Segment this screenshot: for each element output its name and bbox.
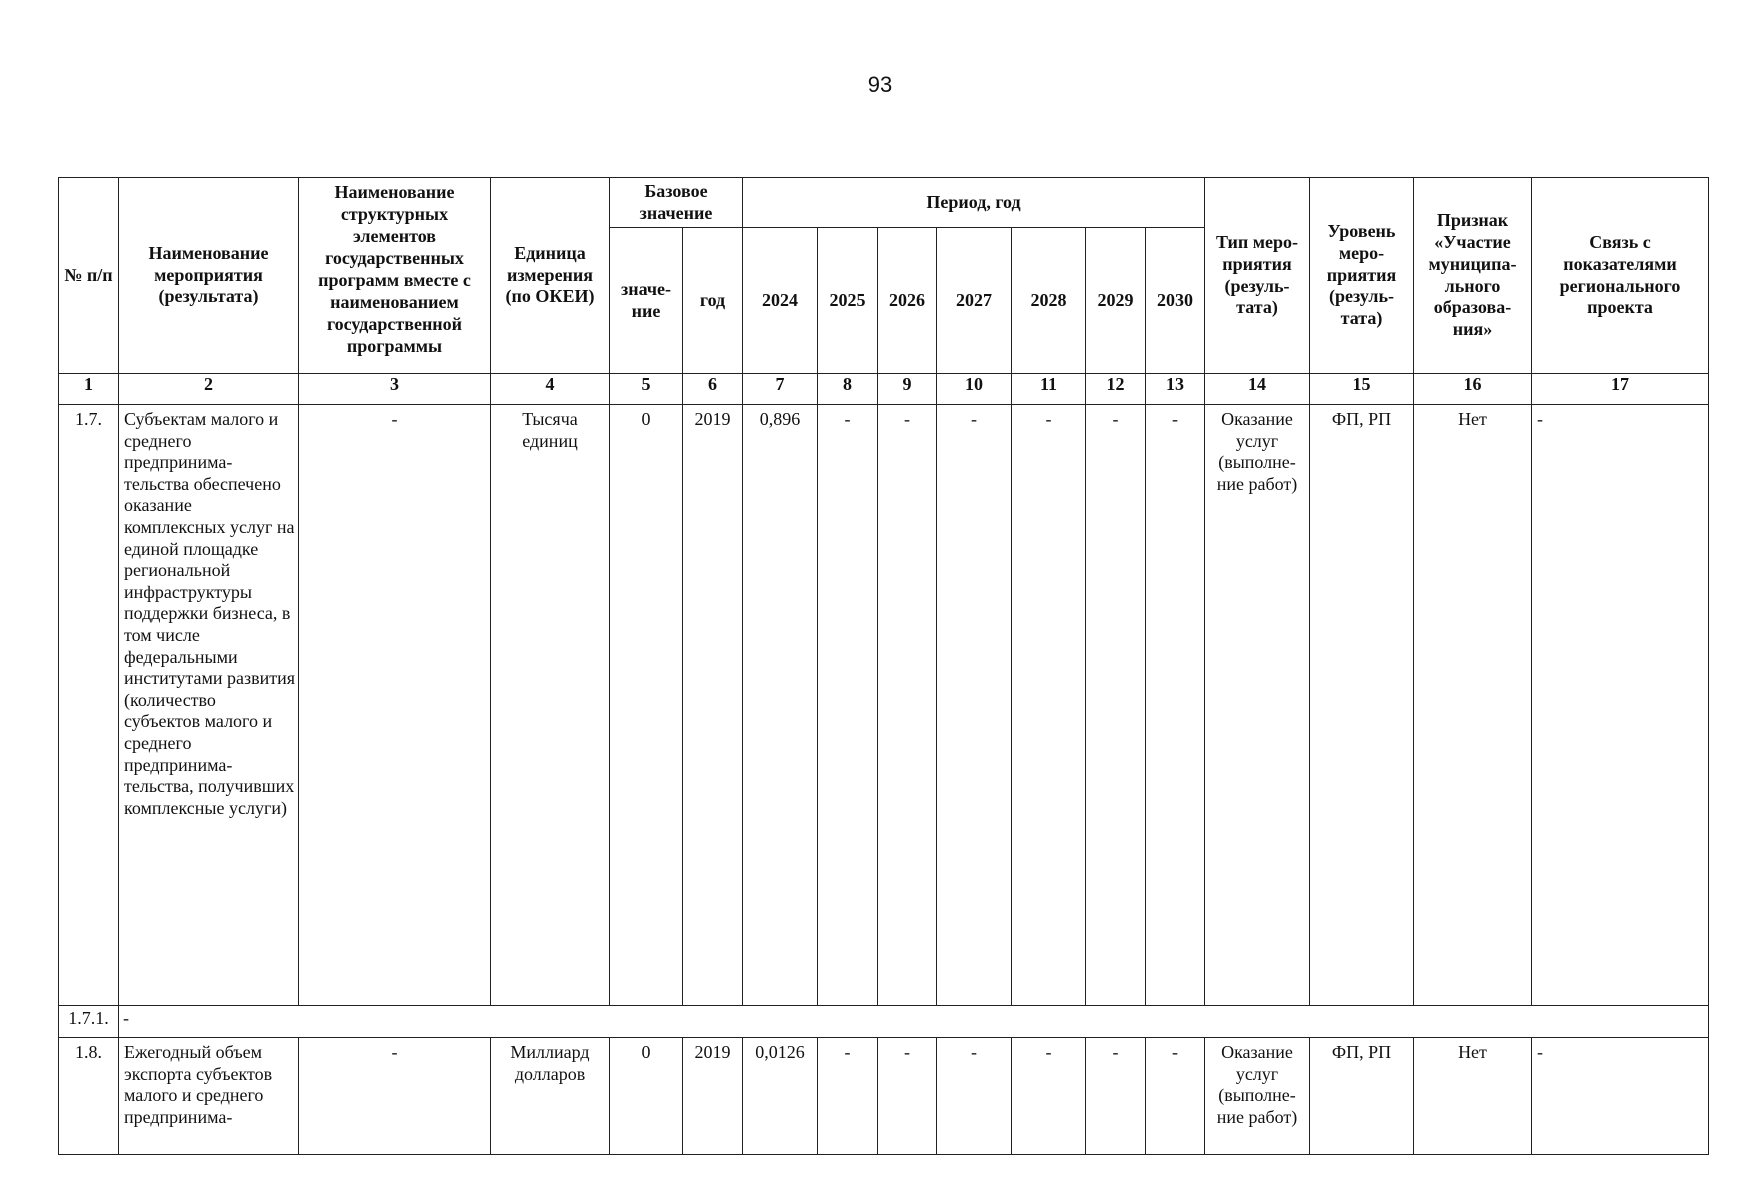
row-structural: -	[299, 405, 491, 1006]
column-number: 6	[683, 374, 743, 405]
row-value-2024: 0,0126	[743, 1038, 818, 1155]
row-level: ФП, РП	[1310, 405, 1414, 1006]
column-number: 9	[878, 374, 937, 405]
column-number-row	[59, 374, 1709, 405]
row-name: Ежегодный объем экспорта субъектов малого и среднего предпринима-	[119, 1038, 299, 1155]
column-number: 2	[119, 374, 299, 405]
header-base-value: значе-ние	[610, 228, 683, 374]
row-value-2027: -	[937, 405, 1012, 1006]
header-year-2030: 2030	[1146, 228, 1205, 374]
row-value-2025: -	[818, 1038, 878, 1155]
column-number: 8	[818, 374, 878, 405]
header-type: Тип меро-приятия (резуль-тата)	[1205, 178, 1310, 374]
column-number: 16	[1414, 374, 1532, 405]
row-structural: -	[299, 1038, 491, 1155]
table-row	[59, 1006, 1709, 1038]
header-year-2029: 2029	[1086, 228, 1146, 374]
column-number: 12	[1086, 374, 1146, 405]
row-num: 1.7.1.	[59, 1006, 119, 1038]
header-level: Уровень меро-приятия (резуль-тата)	[1310, 178, 1414, 374]
row-subitem-text: -	[119, 1006, 1709, 1038]
header-link: Связь с показателями регионального проекта	[1532, 178, 1709, 374]
column-number: 3	[299, 374, 491, 405]
row-value-2030: -	[1146, 1038, 1205, 1155]
row-level: ФП, РП	[1310, 1038, 1414, 1155]
row-unit: Миллиард долларов	[491, 1038, 610, 1155]
header-base-year: год	[683, 228, 743, 374]
row-base-year: 2019	[683, 405, 743, 1006]
row-municipal: Нет	[1414, 1038, 1532, 1155]
row-type: Оказание услуг (выполне-ние работ)	[1205, 405, 1310, 1006]
row-type: Оказание услуг (выполне-ние работ)	[1205, 1038, 1310, 1155]
row-link: -	[1532, 405, 1709, 1006]
column-number: 4	[491, 374, 610, 405]
header-base: Базовое значение	[610, 178, 743, 228]
header-unit: Единица измерения (по ОКЕИ)	[491, 178, 610, 374]
table-row	[59, 1038, 1709, 1155]
row-municipal: Нет	[1414, 405, 1532, 1006]
row-name: Субъектам малого и среднего предпринима-тельства обеспечено оказание комплексных услуг на единой площадке региональной инфраструктуры поддержки бизнеса, в том числе федеральными институтами развития (количество субъектов малого и среднего предпринима-тельства, получивших комплексные услуги)	[119, 405, 299, 1006]
column-number: 17	[1532, 374, 1709, 405]
row-base-year: 2019	[683, 1038, 743, 1155]
row-value-2028: -	[1012, 1038, 1086, 1155]
row-value-2025: -	[818, 405, 878, 1006]
row-value-2030: -	[1146, 405, 1205, 1006]
header-name: Наименование мероприятия (результата)	[119, 178, 299, 374]
column-number: 14	[1205, 374, 1310, 405]
header-municipal: Признак «Участие муниципа-льного образова-ния»	[1414, 178, 1532, 374]
row-value-2028: -	[1012, 405, 1086, 1006]
header-num: № п/п	[59, 178, 119, 374]
header-year-2024: 2024	[743, 228, 818, 374]
row-value-2029: -	[1086, 405, 1146, 1006]
header-year-2027: 2027	[937, 228, 1012, 374]
header-year-2026: 2026	[878, 228, 937, 374]
column-number: 13	[1146, 374, 1205, 405]
column-number: 15	[1310, 374, 1414, 405]
activities-table	[58, 177, 1709, 1155]
row-unit: Тысяча единиц	[491, 405, 610, 1006]
row-value-2027: -	[937, 1038, 1012, 1155]
row-value-2029: -	[1086, 1038, 1146, 1155]
table-row	[59, 405, 1709, 1006]
row-link: -	[1532, 1038, 1709, 1155]
column-number: 11	[1012, 374, 1086, 405]
column-number: 10	[937, 374, 1012, 405]
row-value-2026: -	[878, 1038, 937, 1155]
header-structural: Наименование структурных элементов государственных программ вместе с наименованием государственной программы	[299, 178, 491, 374]
row-value-2026: -	[878, 405, 937, 1006]
header-year-2025: 2025	[818, 228, 878, 374]
column-number: 5	[610, 374, 683, 405]
row-num: 1.7.	[59, 405, 119, 1006]
column-number: 1	[59, 374, 119, 405]
row-num: 1.8.	[59, 1038, 119, 1155]
header-period: Период, год	[743, 178, 1205, 228]
column-number: 7	[743, 374, 818, 405]
row-value-2024: 0,896	[743, 405, 818, 1006]
row-base-value: 0	[610, 405, 683, 1006]
row-base-value: 0	[610, 1038, 683, 1155]
header-year-2028: 2028	[1012, 228, 1086, 374]
page-number: 93	[867, 72, 893, 97]
